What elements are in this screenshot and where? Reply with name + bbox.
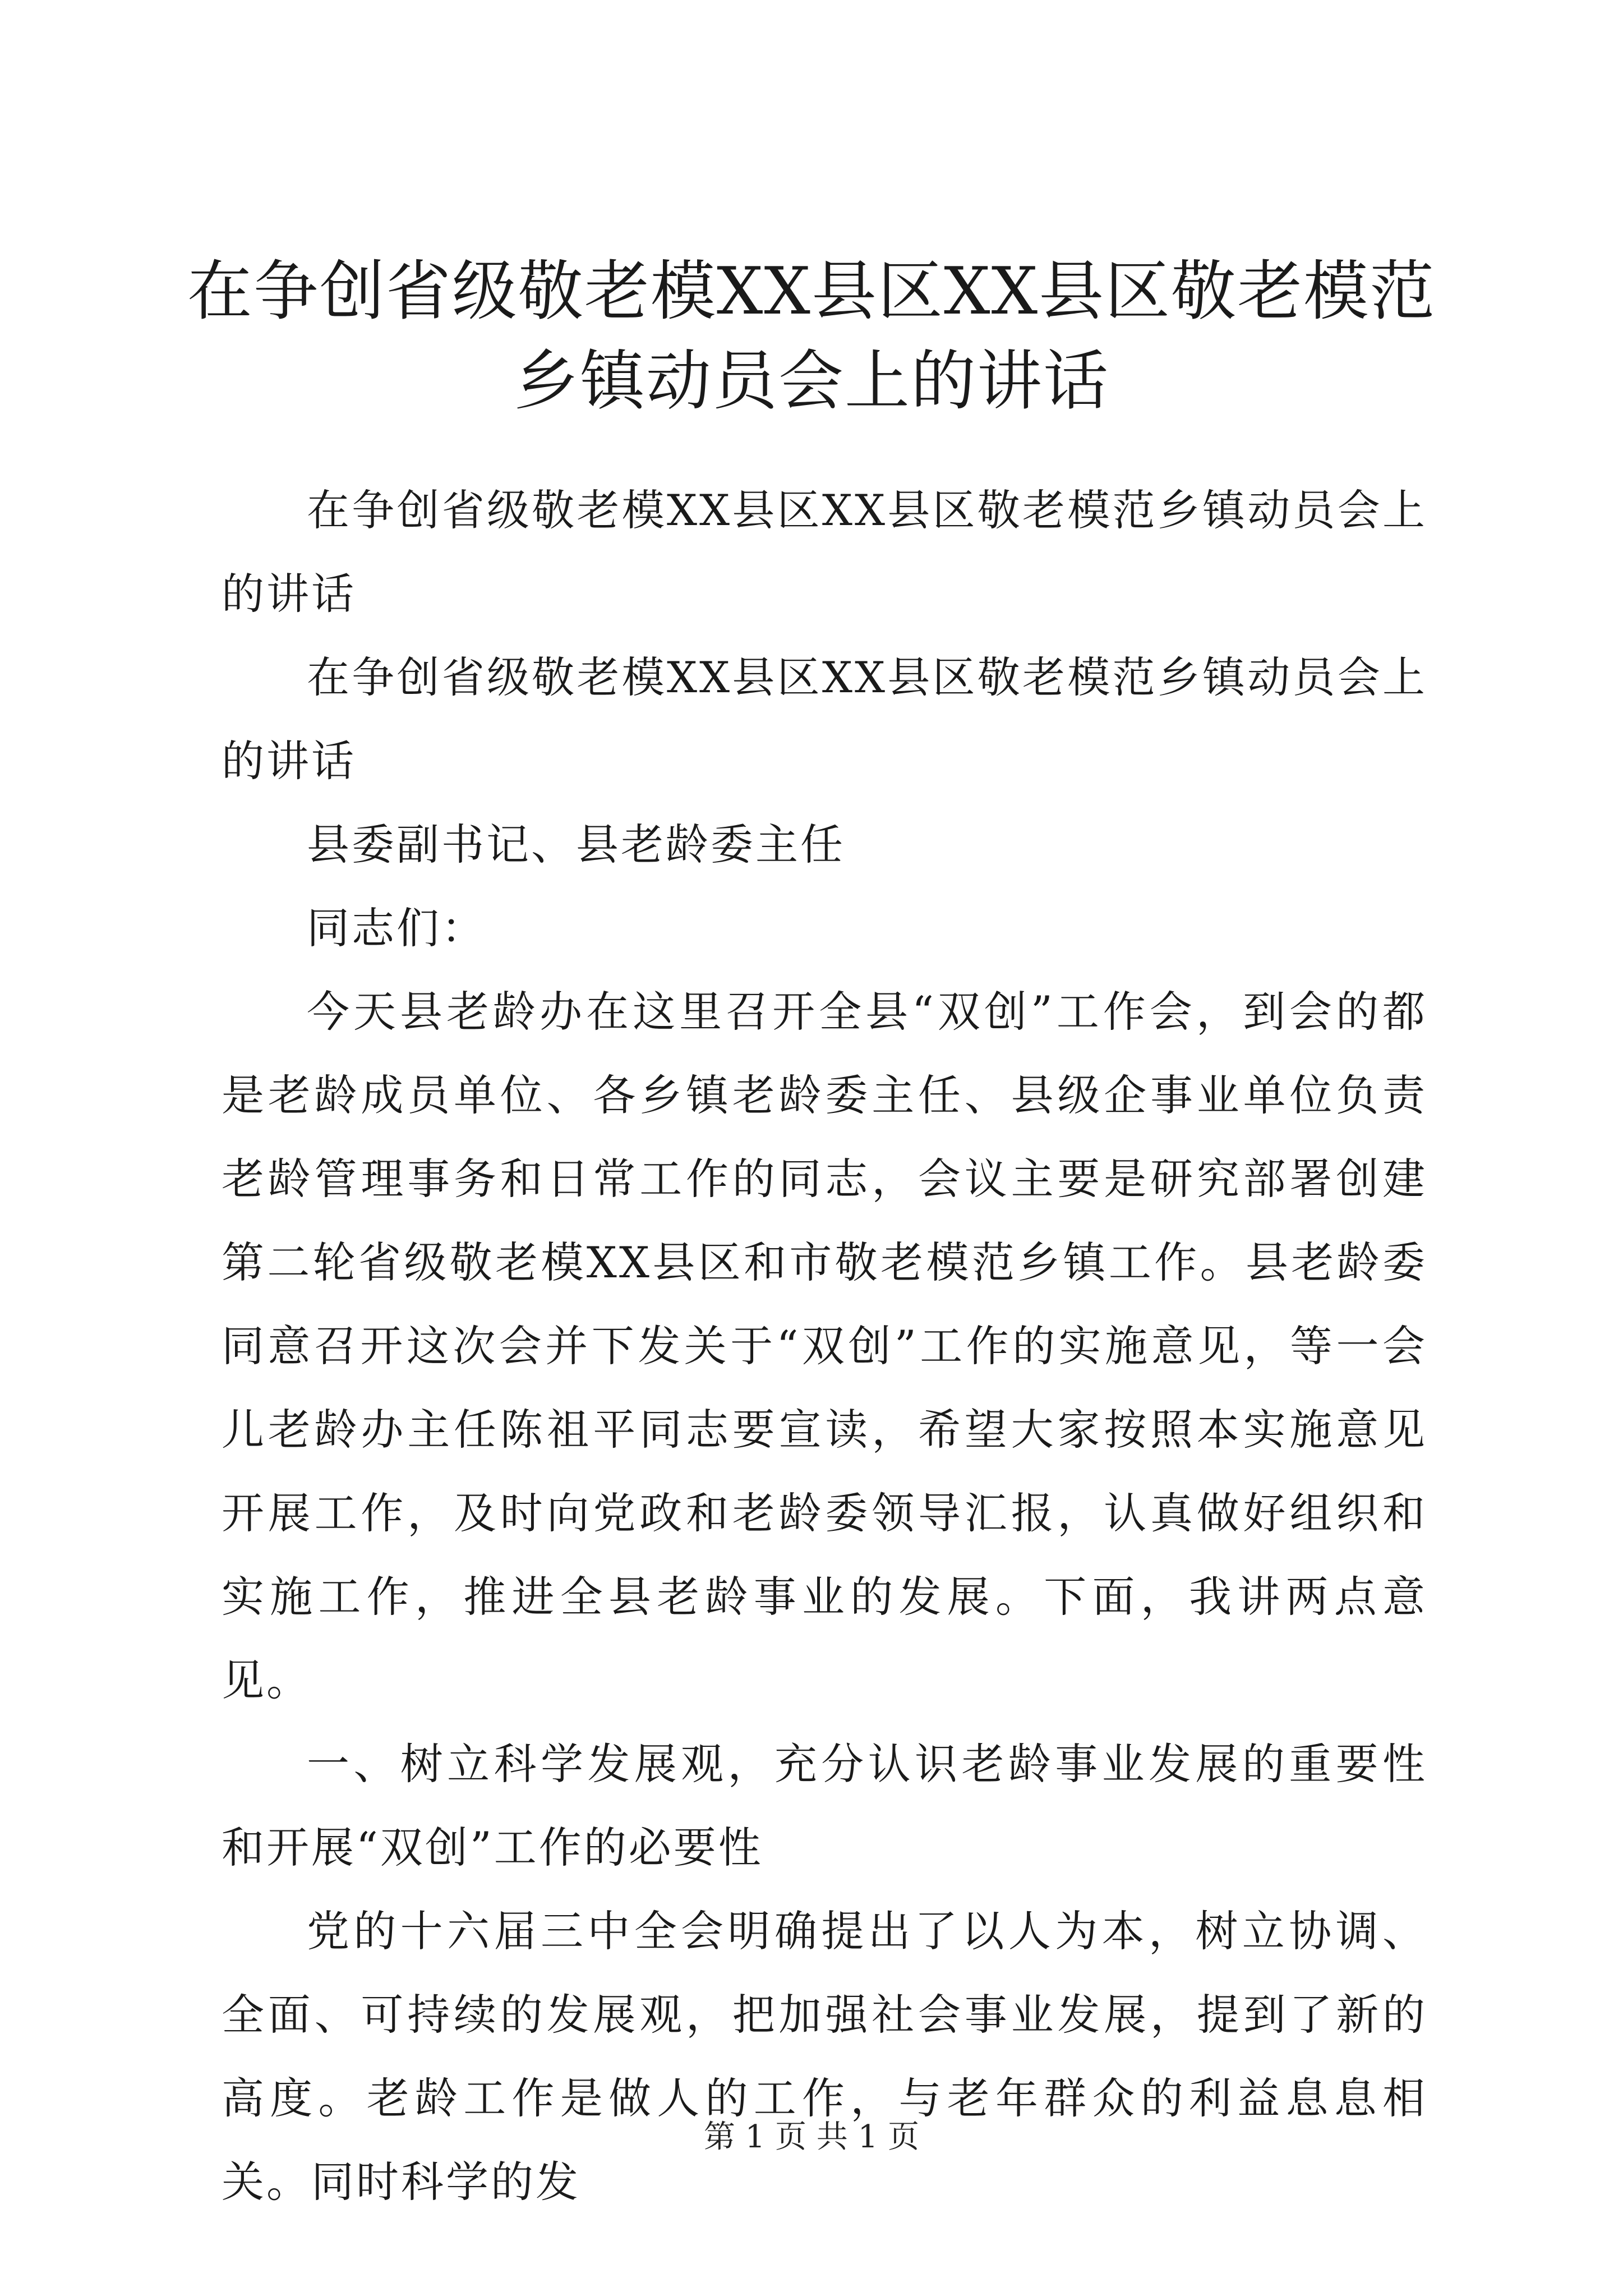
paragraph: 一、树立科学发展观，充分认识老龄事业发展的重要性和开展“双创”工作的必要性: [222, 1739, 1427, 1872]
paragraph: 在争创省级敬老模XX县区XX县区敬老模范乡镇动员会上的讲话: [222, 652, 1427, 786]
document-body: [222, 468, 1427, 2224]
paragraph: 今天县老龄办在这里召开全县“双创”工作会，到会的都是老龄成员单位、各乡镇老龄委主任、县级企事业单位负责老龄管理事务和日常工作的同志，会议主要是研究部署创建第二轮省级敬老模XX县区和市敬老模范乡镇工作。县老龄委同意召开这次会并下发关于“双创”工作的实施意见，等一会儿老龄办主任陈祖平同志要宣读，希望大家按照本实施意见开展工作，及时向党政和老龄委领导汇报，认真做好组织和实施工作，推进全县老龄事业的发展。下面，我讲两点意见。: [222, 987, 1427, 1705]
paragraph: 县委副书记、县老龄委主任: [307, 820, 845, 869]
page-footer: 第 1 页 共 1 页: [703, 2119, 920, 2155]
paragraph: 同志们：: [307, 903, 486, 953]
paragraph: 在争创省级敬老模XX县区XX县区敬老模范乡镇动员会上的讲话: [222, 485, 1427, 619]
paragraph: 党的十六届三中全会明确提出了以人为本，树立协调、全面、可持续的发展观，把加强社会事业发展，提到了新的高度。老龄工作是做人的工作，与老年群众的利益息息相关。同时科学的发: [222, 1906, 1427, 2207]
document-title: 在争创省级敬老模XX县区XX县区敬老模范乡镇动员会上的讲话: [187, 254, 1436, 419]
